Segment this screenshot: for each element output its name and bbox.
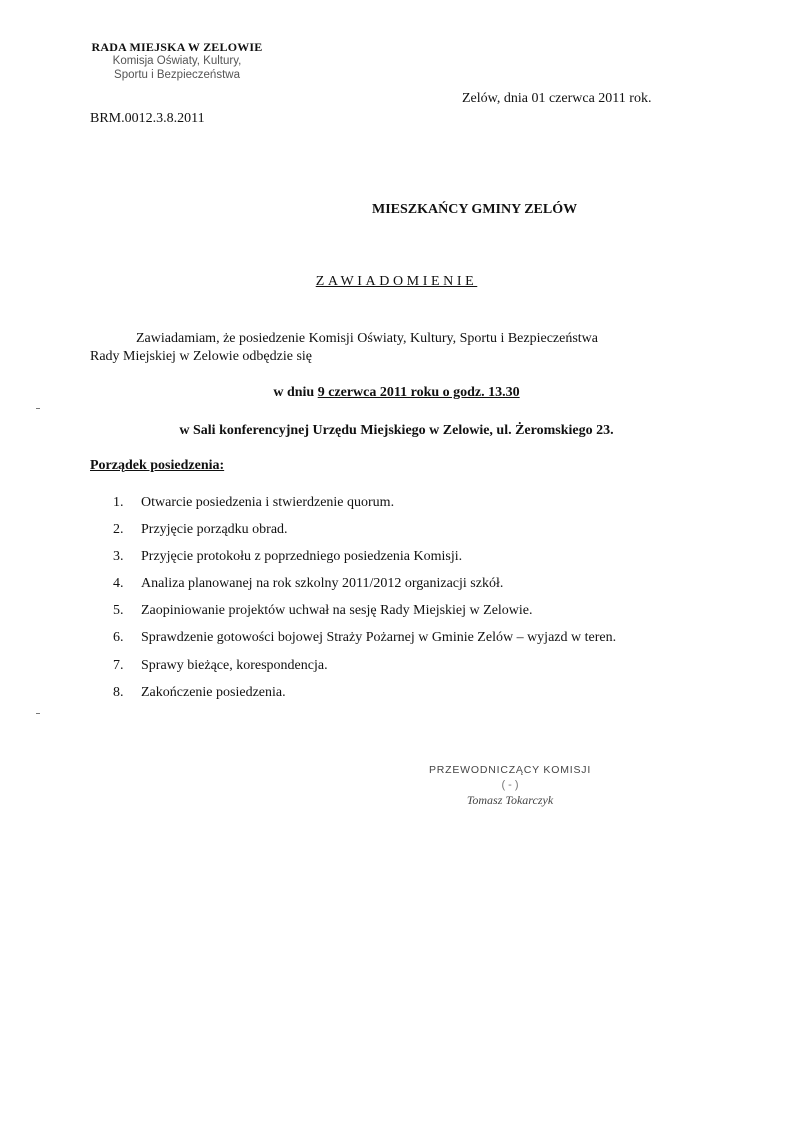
issuer-stamp bbox=[72, 40, 282, 82]
intro-line-1: Zawiadamiam, że posiedzenie Komisji Oświaty, Kultury, Sportu i Bezpieczeństwa bbox=[136, 331, 598, 346]
agenda-heading: Porządek posiedzenia: bbox=[90, 458, 225, 473]
agenda-item bbox=[113, 657, 616, 684]
agenda-item bbox=[113, 629, 616, 656]
meeting-datetime-prefix: w dniu bbox=[273, 385, 318, 400]
agenda-item-number: 1. bbox=[113, 495, 124, 510]
scan-artifact bbox=[36, 713, 40, 714]
agenda-list bbox=[113, 494, 616, 711]
agenda-item-text: Zaopiniowanie projektów uchwał na sesję Rady Miejskiej w Zelowie. bbox=[141, 603, 533, 619]
agenda-item-number: 4. bbox=[113, 576, 124, 592]
signature-name: Tomasz Tokarczyk bbox=[466, 793, 554, 807]
scan-artifact bbox=[36, 408, 40, 409]
agenda-item-number: 2. bbox=[113, 522, 124, 538]
agenda-item-text: Przyjęcie protokołu z poprzedniego posiedzenia Komisji. bbox=[141, 549, 463, 565]
agenda-item bbox=[113, 602, 616, 629]
signature-stamp bbox=[420, 764, 600, 808]
intro-line-2: Rady Miejskiej w Zelowie odbędzie się bbox=[90, 349, 312, 364]
meeting-location: w Sali konferencyjnej Urzędu Miejskiego w Zelowie, ul. Żeromskiego 23. bbox=[179, 423, 614, 438]
agenda-item-text: Sprawy bieżące, korespondencja. bbox=[141, 657, 328, 673]
document-title: ZAWIADOMIENIE bbox=[315, 274, 478, 289]
meeting-datetime bbox=[0, 385, 793, 401]
stamp-council-name: RADA MIEJSKA W ZELOWIE bbox=[91, 40, 263, 54]
agenda-item-text: Przyjęcie porządku obrad. bbox=[141, 522, 288, 538]
agenda-item-number: 7. bbox=[113, 657, 124, 673]
agenda-item bbox=[113, 548, 616, 575]
agenda-item-number: 6. bbox=[113, 630, 124, 646]
agenda-item-text: Analiza planowanej na rok szkolny 2011/2012 organizacji szkół. bbox=[141, 576, 504, 592]
agenda-item bbox=[113, 521, 616, 548]
reference-number: BRM.0012.3.8.2011 bbox=[90, 111, 205, 126]
agenda-item-number: 5. bbox=[113, 603, 124, 619]
meeting-datetime-value: 9 czerwca 2011 roku o godz. 13.30 bbox=[317, 385, 520, 400]
agenda-item bbox=[113, 494, 616, 521]
agenda-item-text: Otwarcie posiedzenia i stwierdzenie quorum. bbox=[141, 495, 395, 510]
place-date: Zelów, dnia 01 czerwca 2011 rok. bbox=[462, 91, 652, 106]
signature-mark: ( - ) bbox=[501, 779, 519, 791]
stamp-committee-line2: Sportu i Bezpieczeństwa bbox=[114, 69, 240, 81]
agenda-item-text: Zakończenie posiedzenia. bbox=[141, 684, 286, 700]
stamp-committee-line1: Komisja Oświaty, Kultury, bbox=[112, 55, 242, 67]
agenda-item-number: 8. bbox=[113, 684, 124, 700]
addressee: MIESZKAŃCY GMINY ZELÓW bbox=[372, 202, 578, 217]
agenda-item bbox=[113, 575, 616, 602]
agenda-item-number: 3. bbox=[113, 549, 124, 565]
signature-role: PRZEWODNICZĄCY KOMISJI bbox=[428, 764, 592, 776]
intro-paragraph bbox=[90, 330, 690, 366]
agenda-item bbox=[113, 684, 616, 711]
agenda-item-text: Sprawdzenie gotowości bojowej Straży Pożarnej w Gminie Zelów – wyjazd w teren. bbox=[141, 630, 617, 646]
